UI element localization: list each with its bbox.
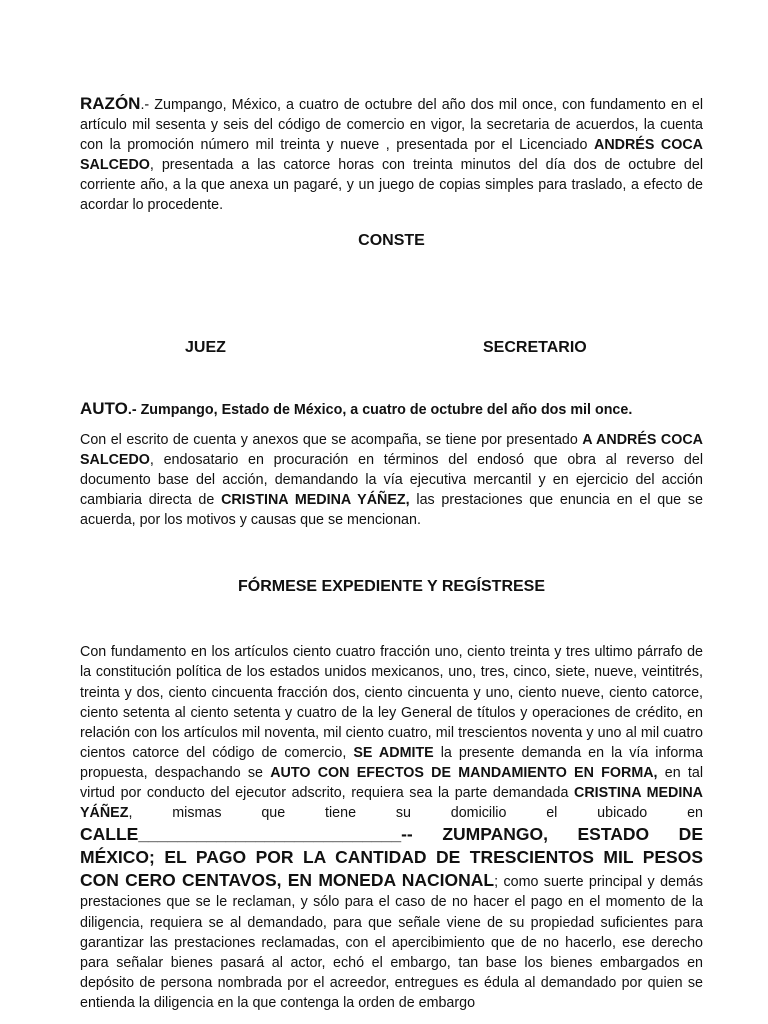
domicilio-pago: CALLE___________________________-- ZUMPANGO, ESTADO DE MÉXICO; EL PAGO POR LA CANTIDAD DE TRESCIENTOS MIL PESOS CON CERO CENTAVOS, EN MONEDA NACIONAL: [80, 824, 703, 891]
auto-heading: [80, 399, 703, 420]
auto-heading-text: .- Zumpango, Estado de México, a cuatro de octubre del año dos mil once.: [127, 401, 633, 418]
fundamento-paragraph: [80, 642, 703, 1013]
demandada-name: CRISTINA MEDINA YÁÑEZ: [80, 784, 703, 822]
razon-text-2: , presentada a las catorce horas con treinta minutos del día dos de octubre del corriente año, a la que anexa un pagaré, y un juego de copias simples para traslado, a efecto de acordar lo procedente.: [80, 157, 703, 214]
fundamento-text-4: , mismas que tiene su domicilio el ubicado en: [128, 805, 703, 822]
fundamento-text-1: Con fundamento en los artículos ciento cuatro fracción uno, ciento treinta y tres ultimo párrafo de la constitución política de los estados unidos mexicanos, uno, tres, cinco, siete, nueve, veintitrés, treinta y dos, ciento cincuenta fracción dos, ciento cincuenta y uno, ciento nueve, ciento catorce, ciento setenta al ciento setenta y cuatro de la ley General de títulos y operaciones de crédito, en relación con los artículos mil noventa, mil ciento cuatro, mil trescientos noventa y uno al mil cuatro cientos catorce del código de comercio,: [80, 644, 703, 761]
auto-text-1: Con el escrito de cuenta y anexos que se acompaña, se tiene por presentado: [80, 431, 583, 448]
razon-text-1: .- Zumpango, México, a cuatro de octubre del año dos mil once, con fundamento en el artículo mil sesenta y seis del código de comercio en vigor, la secretaria de acuerdos, la cuenta con la promoción número mil treinta y nueve , presentada por el Licenciado: [80, 97, 703, 154]
auto-lead: AUTO: [80, 398, 128, 418]
secretario-signature: SECRETARIO: [483, 338, 587, 356]
fundamento-text-3: en tal virtud por conducto del ejecutor adscrito, requiera sea la parte demandada: [80, 764, 703, 801]
razon-name: ANDRÉS COCA SALCEDO: [80, 137, 703, 174]
auto-name-1: A ANDRÉS COCA SALCEDO: [80, 431, 703, 468]
fundamento-text-2: la presente demanda en la vía informa propuesta, despachando se: [80, 744, 703, 781]
formese-heading: FÓRMESE EXPEDIENTE Y REGÍSTRESE: [237, 578, 546, 596]
conste-heading: CONSTE: [358, 231, 425, 249]
auto-text-3: las prestaciones que enuncia en el que se acuerda, por los motivos y causas que se mencionan.: [80, 492, 703, 529]
auto-efectos: AUTO CON EFECTOS DE MANDAMIENTO EN FORMA,: [270, 764, 658, 781]
juez-signature: JUEZ: [185, 338, 226, 356]
auto-text-2: , endosatario en procuración en términos del endosó que obra al reverso del documento base del acción, demandando la vía ejecutiva mercantil y en ejercicio del acción cambiaria directa de: [80, 451, 703, 509]
signature-row: [80, 339, 703, 363]
razon-paragraph: [80, 94, 703, 216]
auto-name-2: CRISTINA MEDINA YÁÑEZ,: [221, 492, 410, 509]
document-page: [80, 94, 703, 1013]
razon-lead: RAZÓN: [80, 94, 141, 113]
fundamento-text-5: ; como suerte principal y demás prestaciones que se le reclaman, y sólo para el caso de no hacer el pago en el momento de la diligencia, requiera se al demandado, para que señale viene de su propiedad suficientes para garantizar las prestaciones reclamadas, con el apercibimiento que de no hacerlo, ese derecho para señalar bienes pasará al actor, echó el embargo, tan base los bienes embargados en depósito de persona nombrada por el acreedor, entregues es édula al demandado por quien se entienda la diligencia en la que contenga la orden de embargo: [80, 874, 703, 1011]
se-admite: SE ADMITE: [353, 744, 434, 761]
auto-paragraph: [80, 430, 703, 530]
